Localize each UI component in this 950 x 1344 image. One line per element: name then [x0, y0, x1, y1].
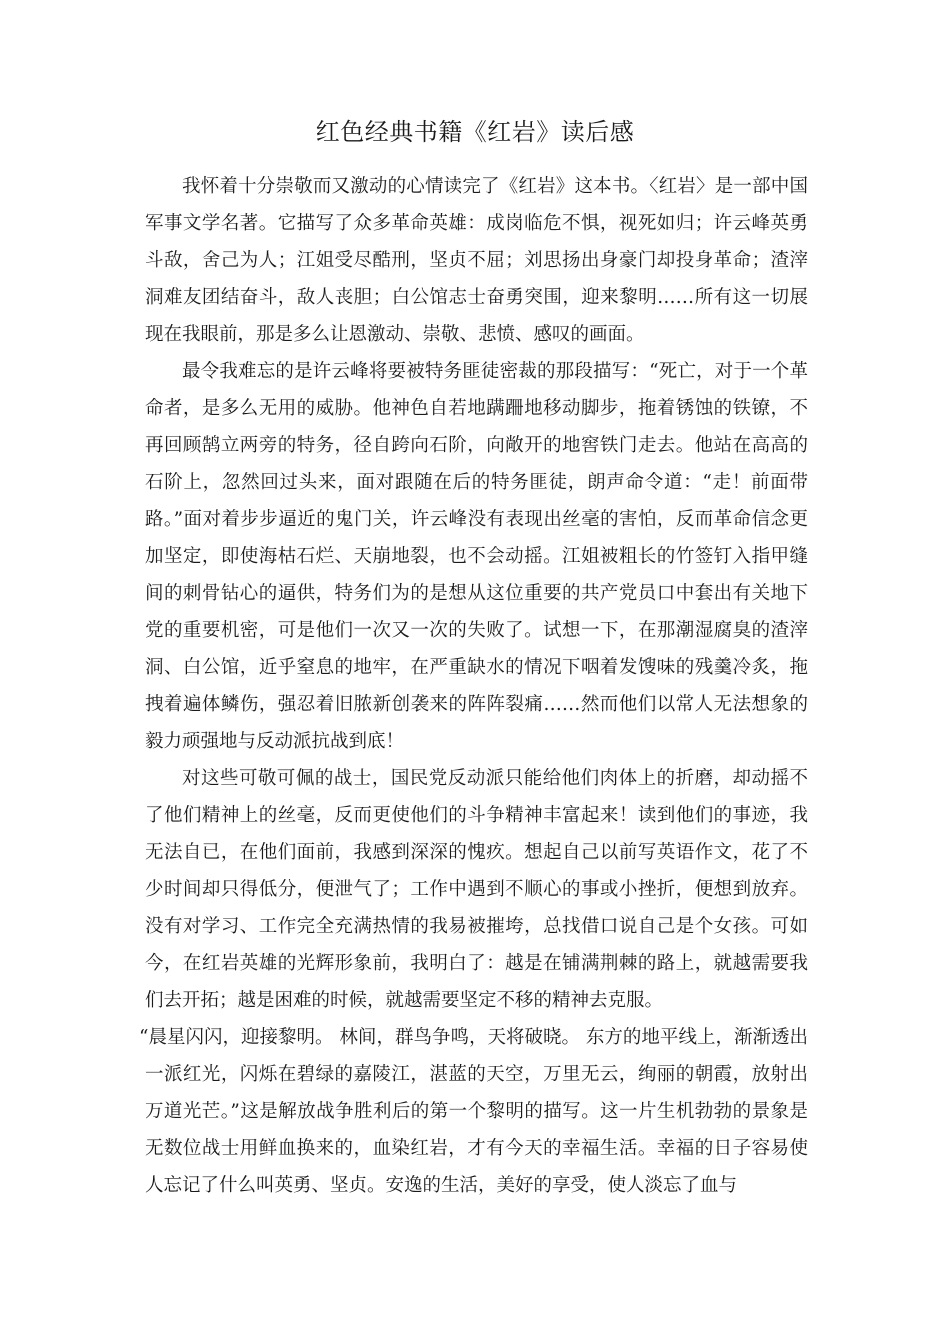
document-title: 红色经典书籍《红岩》读后感 [315, 118, 635, 146]
paragraph-reflection: 对这些可敬可佩的战士，国民党反动派只能给他们肉体上的折磨，却动摇不了他们精神上的丝毫，反而更使他们的斗争精神丰富起来！读到他们的事迹，我无法自已，在他们面前，我感到深深的愧疚。想起自己以前写英语作文，花了不少时间却只得低分，便泄气了；工作中遇到不顺心的事或小挫折，便想到放弃。没有对学习、工作完全充满热情的我易被摧垮，总找借口说自己是个女孩。可如今，在红岩英雄的光辉形象前，我明白了：越是在铺满荆棘的路上，就越需要我们去开拓；越是困难的时候，就越需要坚定不移的精神去克服。 [145, 768, 808, 1011]
paragraph-intro: 我怀着十分崇敬而又激动的心情读完了《红岩》这本书。〈红岩〉是一部中国军事文学名著。它描写了众多革命英雄：成岗临危不惧，视死如归；许云峰英勇斗敌，舍己为人；江姐受尽酷刑，坚贞不屈；刘思扬出身豪门却投身革命；渣滓洞难友团结奋斗，敌人丧胆；白公馆志士奋勇突围，迎来黎明……所有这一切展现在我眼前，那是多么让恩激动、崇敬、悲愤、感叹的画面。 [145, 176, 808, 345]
paragraph-xu-yunfeng: 最令我难忘的是许云峰将要被特务匪徒密裁的那段描写：“死亡，对于一个革命者，是多么无用的威胁。他神色自若地蹒跚地移动脚步，拖着锈蚀的铁镣，不再回顾鹄立两旁的特务，径自跨向石阶，向敞开的地窖铁门走去。他站在高高的石阶上，忽然回过头来，面对跟随在后的特务匪徒，朗声命令道：“走！前面带路。”面对着步步逼近的鬼门关，许云峰没有表现出丝毫的害怕，反而革命信念更加坚定，即使海枯石烂、天崩地裂，也不会动摇。江姐被粗长的竹签钉入指甲缝间的刺骨钻心的逼供，特务们为的是想从这位重要的共产党员口中套出有关地下党的重要机密，可是他们一次又一次的失败了。试想一下，在那潮湿腐臭的渣滓洞、白公馆，近乎窒息的地牢，在严重缺水的情况下咽着发馊味的残羹冷炙，拖拽着遍体鳞伤，强忍着旧脓新创袭来的阵阵裂痛……然而他们以常人无法想象的毅力顽强地与反动派抗战到底！ [145, 361, 808, 752]
paragraph-dawn-quote: “晨星闪闪，迎接黎明。 林间，群鸟争鸣，天将破晓。 东方的地平线上，渐渐透出一派红光，闪烁在碧绿的嘉陵江，湛蓝的天空，万里无云，绚丽的朝霞，放射出万道光芒。”这是解放战争胜利后的第一个黎明的描写。这一片生机勃勃的景象是无数位战士用鲜血换来的，血染红岩，才有今天的幸福生活。幸福的日子容易使人忘记了什么叫英勇、坚贞。安逸的生活，美好的享受，使人淡忘了血与 [139, 1027, 808, 1196]
document-body [139, 168, 808, 1204]
